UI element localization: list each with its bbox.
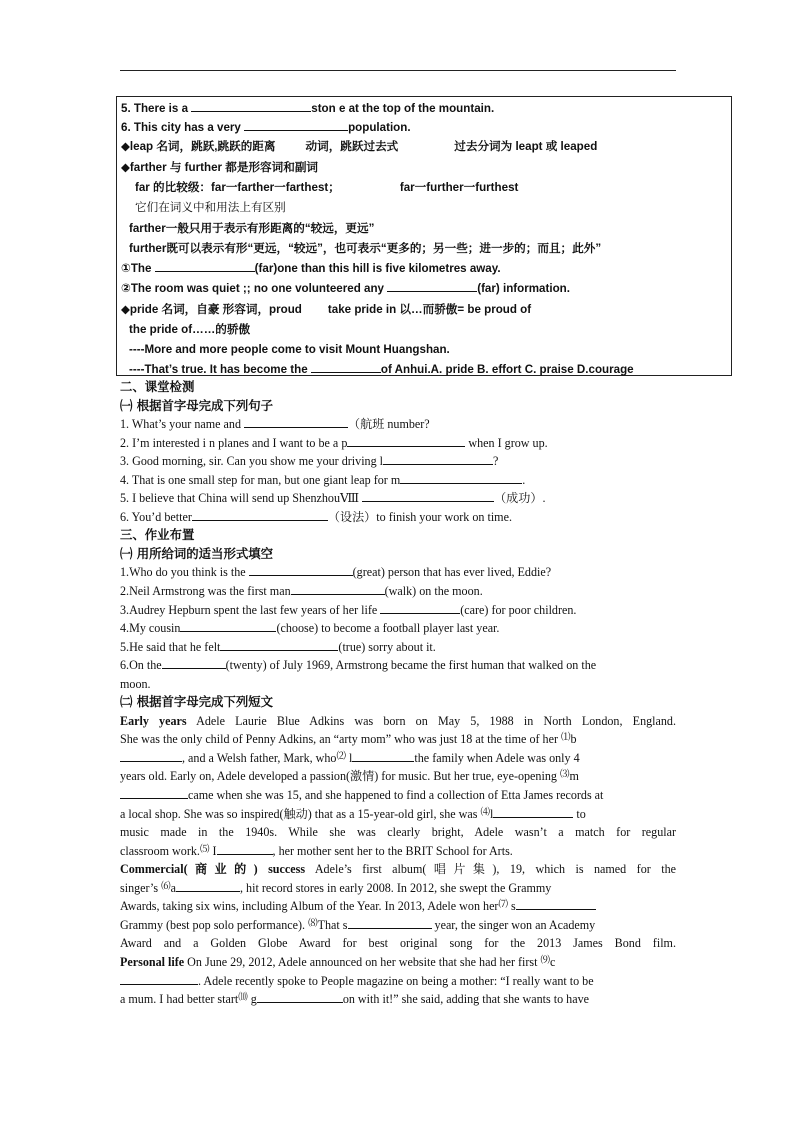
box-difference: 它们在词义中和用法上有区别 bbox=[135, 201, 286, 215]
answer-blank[interactable] bbox=[249, 564, 353, 576]
answer-blank[interactable] bbox=[291, 583, 385, 595]
answer-blank[interactable] bbox=[180, 620, 276, 632]
answer-blank[interactable] bbox=[311, 361, 381, 373]
sentence-6: 6. You’d better （设法）to finish your work on time. bbox=[120, 509, 512, 524]
answer-blank[interactable] bbox=[192, 509, 328, 521]
box-farther-use: farther一般只用于表示有形距离的“较远，更远” bbox=[129, 221, 375, 235]
subheading-commercial-success: Commercial(商业的) success bbox=[120, 862, 306, 877]
subheading-early-years: Early years bbox=[120, 713, 187, 728]
passage-line: classroom work.⑸ I , her mother sent her to the BRIT School for Arts. bbox=[120, 843, 513, 858]
answer-blank[interactable] bbox=[347, 435, 465, 447]
answer-blank[interactable] bbox=[516, 898, 596, 910]
passage-line: . Adele recently spoke to People magazine on being a mother: “I really want to be bbox=[120, 972, 676, 991]
box-dialogue-2: ----That’s true. It has become the of Anhui.A. pride B. effort C. praise D.courage bbox=[129, 362, 634, 376]
passage-line: She was the only child of Penny Adkins, an “arty mom” who was just 18 at the time of her ⑴b bbox=[120, 732, 577, 747]
answer-blank[interactable] bbox=[176, 880, 240, 892]
fill-3: 3.Audrey Hepburn spent the last few years of her life (care) for poor children. bbox=[120, 602, 577, 617]
fill-2: 2.Neil Armstrong was the first man (walk) on the moon. bbox=[120, 584, 483, 599]
box-q5: 5. There is a ston e at the top of the mountain. bbox=[121, 102, 495, 115]
answer-blank[interactable] bbox=[380, 602, 460, 614]
answer-blank[interactable] bbox=[120, 787, 188, 799]
answer-blank[interactable] bbox=[400, 472, 522, 484]
sentence-1: 1. What’s your name and （航班 number? bbox=[120, 417, 430, 432]
section-title-classroom-test: 二、课堂检测 bbox=[120, 379, 195, 394]
answer-blank[interactable] bbox=[162, 657, 226, 669]
box-example-2: ②The room was quiet ;; no one volunteered any (far) information. bbox=[121, 282, 570, 296]
answer-blank[interactable] bbox=[244, 416, 348, 428]
passage-line: years old. Early on, Adele developed a passion(激情) for music. But her true, eye-opening ⑶m bbox=[120, 769, 579, 784]
worksheet-body bbox=[120, 378, 676, 1009]
answer-blank[interactable] bbox=[362, 490, 494, 502]
section-title-homework: 三、作业布置 bbox=[120, 527, 195, 543]
part-heading-initials: ㈠ 根据首字母完成下列句子 bbox=[120, 397, 274, 413]
passage-line: music made in the 1940s. While she was clearly bright, Adele wasn’t a match for regular bbox=[120, 825, 676, 840]
answer-blank[interactable] bbox=[220, 639, 338, 651]
header-rule bbox=[120, 70, 676, 71]
fill-1: 1.Who do you think is the (great) person that has ever lived, Eddie? bbox=[120, 565, 552, 580]
passage-line: Award and a Golden Globe Award for best original song for the 2013 James Bond film. bbox=[120, 936, 676, 951]
answer-blank[interactable] bbox=[352, 750, 414, 762]
answer-blank[interactable] bbox=[155, 260, 255, 272]
sentence-5: 5. I believe that China will send up ShenzhouⅧ （成功）. bbox=[120, 491, 546, 506]
box-pride: ◆pride 名词，自豪 形容词，proud take pride in 以…而骄傲= be proud of bbox=[121, 302, 532, 316]
notes-box bbox=[116, 96, 732, 376]
fill-6-continued: moon. bbox=[120, 676, 151, 691]
passage-line: Grammy (best pop solo performance). ⑻That s year, the singer won an Academy bbox=[120, 917, 596, 932]
part-heading-word-forms: ㈠ 用所给词的适当形式填空 bbox=[120, 545, 274, 561]
box-farther-title: ◆farther 与 further 都是形容词和副词 bbox=[121, 160, 319, 174]
sentence-2: 2. I’m interested i n planes and I want to be a p when I grow up. bbox=[120, 435, 548, 450]
box-further-use: further既可以表示有形“更远，“较远”，也可表示“更多的；另一些；进一步的；而且；此外” bbox=[129, 241, 602, 255]
answer-blank[interactable] bbox=[191, 100, 311, 112]
passage-line: singer’s ⑹a , hit record stores in early 2008. In 2012, she swept the Grammy bbox=[120, 880, 552, 895]
box-far-comparative: far 的比较级：far一farther一farthest； far一further一furthest bbox=[135, 180, 519, 194]
passage-line: , and a Welsh father, Mark, who⑵ l the family when Adele was only 4 bbox=[120, 749, 676, 768]
sentence-3: 3. Good morning, sir. Can you show me your driving l ? bbox=[120, 454, 499, 469]
passage-line: Personal life On June 29, 2012, Adele announced on her website that she had her first ⑼c bbox=[120, 954, 556, 969]
answer-blank[interactable] bbox=[387, 280, 477, 292]
passage-line: a mum. I had better start⑽ g on with it!” she said, adding that she wants to have bbox=[120, 992, 590, 1007]
box-leap: ◆leap 名词，跳跃,跳跃的距离 动词，跳跃过去式 过去分词为 leapt 或 leaped bbox=[121, 140, 598, 154]
box-q6: 6. This city has a very population. bbox=[121, 121, 411, 135]
fill-5: 5.He said that he felt (true) sorry about it. bbox=[120, 639, 436, 654]
subheading-personal-life: Personal life bbox=[120, 954, 185, 969]
fill-6: 6.On the (twenty) of July 1969, Armstrong became the first human that walked on the bbox=[120, 658, 597, 673]
fill-4: 4.My cousin (choose) to become a football player last year. bbox=[120, 621, 500, 636]
box-example-1: ①The (far)one than this hill is five kilometres away. bbox=[121, 262, 501, 276]
answer-blank[interactable] bbox=[383, 453, 493, 465]
passage-line: came when she was 15, and she happened to find a collection of Etta James records at bbox=[120, 786, 676, 805]
box-pride-of: the pride of……的骄傲 bbox=[129, 323, 251, 337]
answer-blank[interactable] bbox=[348, 917, 432, 929]
part-heading-passage: ㈡ 根据首字母完成下列短文 bbox=[120, 694, 274, 710]
box-dialogue-1: ----More and more people come to visit Mount Huangshan. bbox=[129, 343, 450, 357]
answer-blank[interactable] bbox=[120, 750, 182, 762]
answer-blank[interactable] bbox=[244, 119, 348, 131]
passage-line: Commercial(商业的) success Adele’s first album(唱片集), 19, which is named for the bbox=[120, 862, 676, 877]
passage-line: a local shop. She was so inspired(触动) that as a 15-year-old girl, she was ⑷l to bbox=[120, 806, 586, 821]
passage-line: Awards, taking six wins, including Album of the Year. In 2013, Adele won her⑺ s bbox=[120, 897, 676, 916]
passage-line: Early years Adele Laurie Blue Adkins was born on May 5, 1988 in North London, England. bbox=[120, 713, 676, 728]
answer-blank[interactable] bbox=[493, 806, 573, 818]
sentence-4: 4. That is one small step for man, but one giant leap for m . bbox=[120, 472, 526, 487]
answer-blank[interactable] bbox=[120, 973, 198, 985]
answer-blank[interactable] bbox=[217, 843, 273, 855]
answer-blank[interactable] bbox=[257, 991, 343, 1003]
